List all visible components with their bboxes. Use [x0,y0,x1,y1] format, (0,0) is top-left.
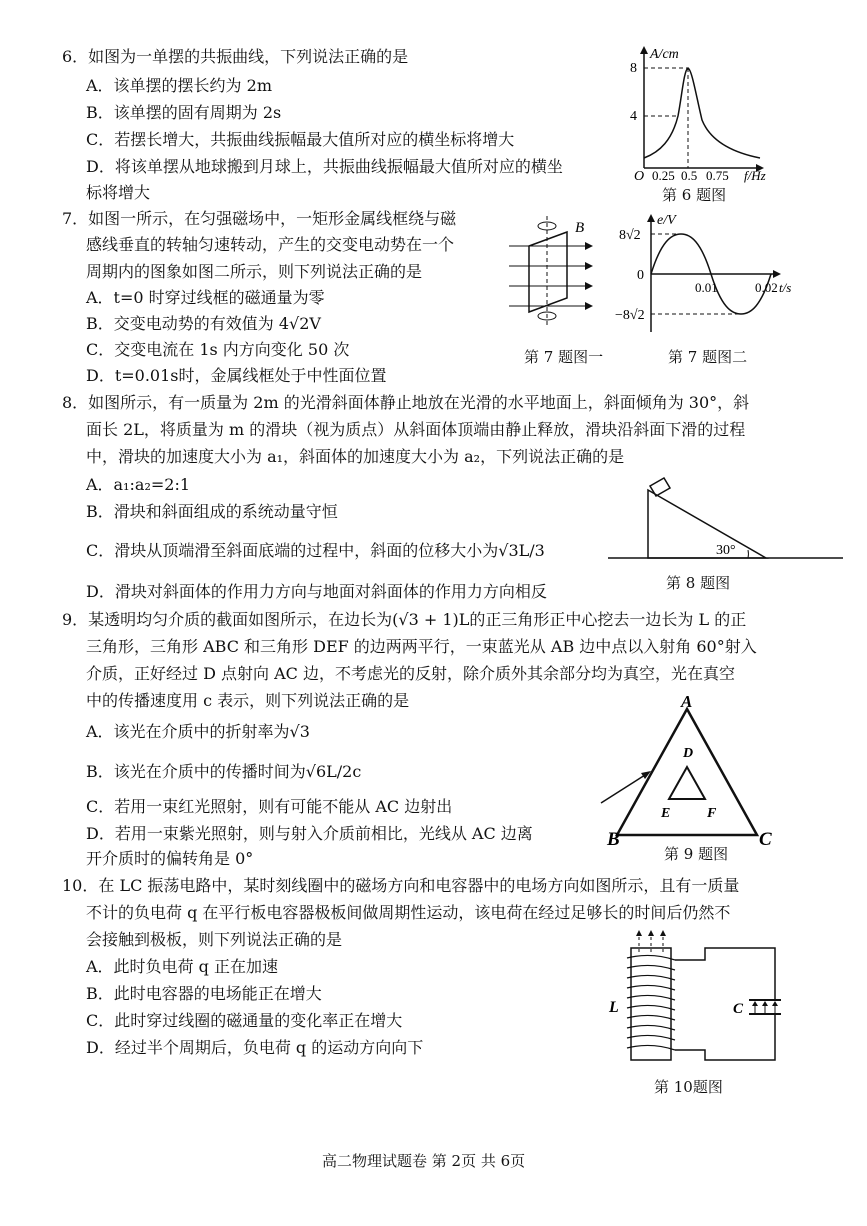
q6-option-b: B．该单摆的固有周期为 2s [86,103,282,122]
q10-option-b: B．此时电容器的电场能正在增大 [86,984,322,1003]
q7-option-d: D．t=0.01s时，金属线框处于中性面位置 [86,366,387,385]
q6-option-a: A．该单摆的摆长约为 2m [86,76,272,95]
q9-stem-line1: 9．某透明均匀介质的截面如图所示，在边长为(√3 + 1)L的正三角形正中心挖去一边长为 L 的正 [62,610,747,629]
svg-text:30°: 30° [716,543,736,558]
q9-option-a: A．该光在介质中的折射率为√3 [86,722,310,741]
svg-text:4: 4 [630,109,637,124]
svg-text:B: B [607,829,620,850]
q6-option-d: D．将该单摆从地球搬到月球上，共振曲线振幅最大值所对应的横坐 [86,157,563,176]
q8-caption: 第 8 题图 [666,574,731,592]
svg-text:O: O [634,169,645,184]
svg-text:B: B [575,220,585,236]
q7-stem-line3: 周期内的图象如图二所示，则下列说法正确的是 [86,262,423,281]
svg-text:f/Hz: f/Hz [744,168,766,183]
svg-text:C: C [759,829,772,850]
q6-stem: 6．如图为一单摆的共振曲线，下列说法正确的是 [62,47,409,66]
q8-option-a: A．a₁:a₂=2:1 [86,475,191,494]
q9-caption: 第 9 题图 [664,845,729,863]
q6-option-c: C．若摆长增大，共振曲线振幅最大值所对应的横坐标将增大 [86,130,515,149]
q6-resonance-curve-figure [620,40,790,184]
q10-option-a: A．此时负电荷 q 正在加速 [86,957,278,976]
q9-triangle-figure [595,692,785,855]
svg-text:8: 8 [630,61,637,76]
svg-text:8√2: 8√2 [619,228,641,243]
svg-text:L: L [609,999,619,1016]
svg-text:0.75: 0.75 [706,168,729,183]
svg-text:A/cm: A/cm [650,47,679,62]
q7-stem-line1: 7．如图一所示，在匀强磁场中，一矩形金属线框绕与磁 [62,209,457,228]
q8-stem-line2: 面长 2L，将质量为 m 的滑块（视为质点）从斜面体顶端由静止释放，滑块沿斜面下滑的过程 [86,420,746,439]
q10-lc-circuit-figure [605,930,785,1070]
q7-emf-graph-figure [615,208,805,338]
svg-text:F: F [707,806,717,821]
q8-option-c: C．滑块从顶端滑至斜面底端的过程中，斜面的位移大小为√3L/3 [86,541,545,560]
svg-text:t/s: t/s [779,280,792,295]
q10-stem-line2: 不计的负电荷 q 在平行板电容器极板间做周期性运动，该电荷在经过足够长的时间后仍然不 [86,903,731,922]
q7-option-b: B．交变电动势的有效值为 4√2V [86,314,321,333]
q8-stem-line3: 中，滑块的加速度大小为 a₁，斜面体的加速度大小为 a₂，下列说法正确的是 [86,447,625,466]
q9-option-b: B．该光在介质中的传播时间为√6L/2c [86,762,362,781]
q7-caption-1: 第 7 题图一 [524,348,604,366]
q10-stem-line3: 会接触到极板，则下列说法正确的是 [86,930,343,949]
q10-option-d: D．经过半个周期后，负电荷 q 的运动方向向下 [86,1038,424,1057]
q8-incline-figure [608,470,848,570]
q9-option-d: D．若用一束紫光照射，则与射入介质前相比，光线从 AC 边离 [86,824,533,843]
q9-option-d-cont: 开介质时的偏转角是 0° [86,849,254,868]
q10-stem-line1: 10．在 LC 振荡电路中，某时刻线圈中的磁场方向和电容器中的电场方向如图所示，且有一质量 [62,876,740,895]
svg-text:e/V: e/V [657,213,676,228]
svg-text:−8√2: −8√2 [615,308,645,323]
q6-option-d-cont: 标将增大 [86,183,151,202]
q10-option-c: C．此时穿过线圈的磁通量的变化率正在增大 [86,1011,403,1030]
svg-text:0.02: 0.02 [755,280,778,295]
svg-text:C: C [733,1001,744,1017]
page-footer: 高二物理试题卷 第 2页 共 6页 [322,1152,526,1170]
q10-caption: 第 10题图 [654,1078,723,1096]
svg-text:D: D [683,746,694,761]
q8-option-d: D．滑块对斜面体的作用力方向与地面对斜面体的作用力方向相反 [86,582,547,601]
svg-text:0.01: 0.01 [695,280,718,295]
svg-text:E: E [661,806,671,821]
q9-stem-line3: 介质，正好经过 D 点射向 AC 边，不考虑光的反射，除介质外其余部分均为真空，光在真空 [86,664,735,683]
q7-option-a: A．t=0 时穿过线框的磁通量为零 [86,288,325,307]
svg-text:A: A [681,692,693,711]
q9-option-c: C．若用一束红光照射，则有可能不能从 AC 边射出 [86,797,453,816]
svg-text:0.5: 0.5 [681,168,698,183]
q9-stem-line2: 三角形，三角形 ABC 和三角形 DEF 的边两两平行，一束蓝光从 AB 边中点以入射角 60°射入 [86,637,757,656]
q9-stem-line4: 中的传播速度用 c 表示，则下列说法正确的是 [86,691,410,710]
q6-caption: 第 6 题图 [662,186,727,204]
q7-rotating-coil-figure [505,212,605,332]
q8-option-b: B．滑块和斜面组成的系统动量守恒 [86,502,338,521]
q7-option-c: C．交变电流在 1s 内方向变化 50 次 [86,340,350,359]
q8-stem-line1: 8．如图所示，有一质量为 2m 的光滑斜面体静止地放在光滑的水平地面上，斜面倾角为 30°，斜 [62,393,750,412]
svg-text:0: 0 [637,268,644,283]
svg-text:0.25: 0.25 [652,168,675,183]
q7-caption-2: 第 7 题图二 [668,348,748,366]
q7-stem-line2: 感线垂直的转轴匀速转动，产生的交变电动势在一个 [86,235,455,254]
